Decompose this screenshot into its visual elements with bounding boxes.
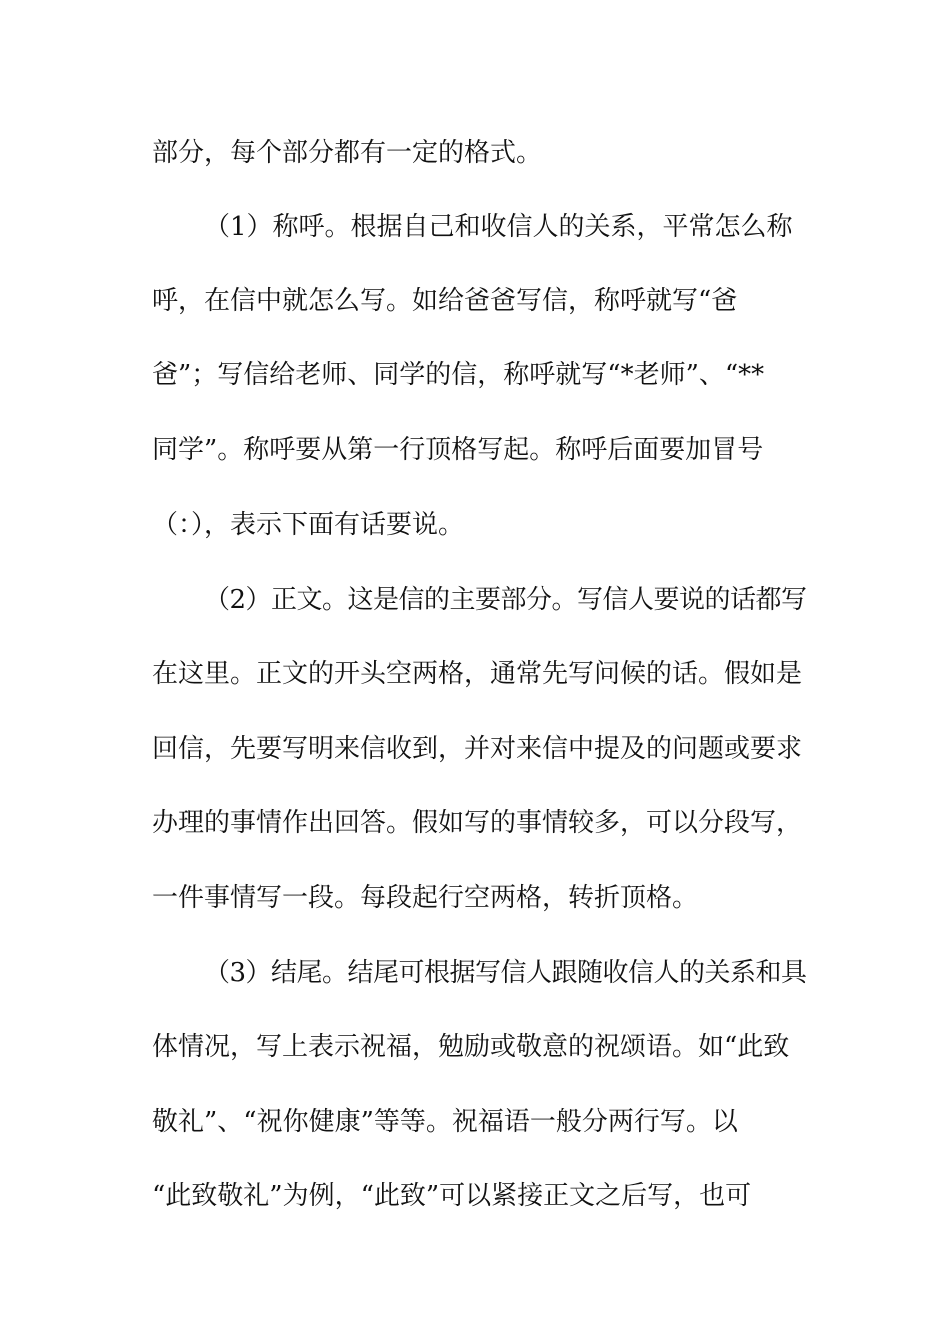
text-line: 在这里。正文的开头空两格，通常先写问候的话。假如是 (152, 659, 803, 689)
text-line: 呼，在信中就怎么写。如给爸爸写信，称呼就写“爸 (152, 286, 738, 316)
text-line: 办理的事情作出回答。假如写的事情较多，可以分段写， (152, 808, 803, 838)
text-line: 部分，每个部分都有一定的格式。 (152, 138, 543, 168)
text-line: （2）正文。这是信的主要部分。写信人要说的话都写 (204, 585, 807, 615)
text-line: “此致敬礼”为例，“此致”可以紧接正文之后写，也可 (152, 1181, 752, 1211)
text-line: （3）结尾。结尾可根据写信人跟随收信人的关系和具 (204, 958, 807, 988)
text-line: 爸”；写信给老师、同学的信，称呼就写“*老师”、“** (152, 360, 765, 390)
text-line: 体情况，写上表示祝福，勉励或敬意的祝颂语。如“此致 (152, 1032, 790, 1062)
text-line: 敬礼”、“祝你健康”等等。祝福语一般分两行写。以 (152, 1107, 738, 1137)
text-line: （1）称呼。根据自己和收信人的关系，平常怎么称 (204, 212, 793, 242)
text-line: 回信，先要写明来信收到，并对来信中提及的问题或要求 (152, 734, 803, 764)
text-line: 同学”。称呼要从第一行顶格写起。称呼后面要加冒号 (152, 435, 764, 465)
text-line: （：），表示下面有话要说。 (152, 510, 465, 540)
text-line: 一件事情写一段。每段起行空两格，转折顶格。 (152, 883, 699, 913)
